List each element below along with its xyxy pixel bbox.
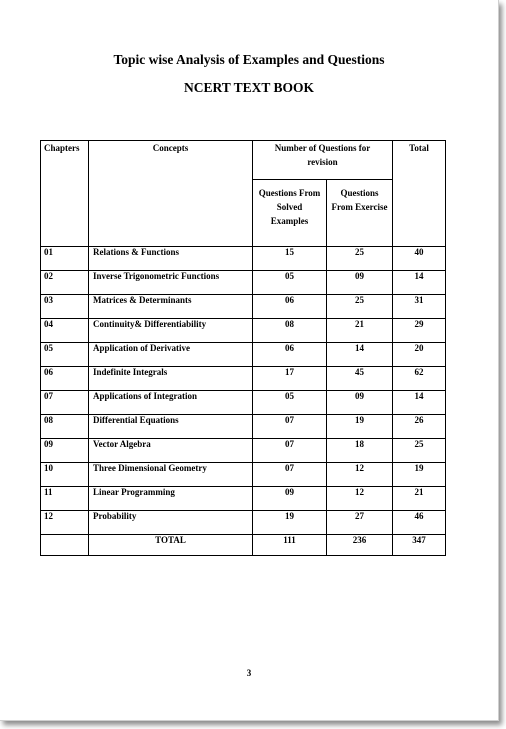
exercise-cell: 09 xyxy=(327,271,393,295)
table-row xyxy=(41,439,446,463)
exercise-cell: 25 xyxy=(327,295,393,319)
header-chapters: Chapters xyxy=(41,141,89,247)
concept-cell: Relations & Functions xyxy=(89,247,253,271)
table-row xyxy=(41,391,446,415)
concept-cell: Continuity& Differentiability xyxy=(89,319,253,343)
total-cell: 14 xyxy=(393,391,446,415)
total-cell: 14 xyxy=(393,271,446,295)
table-row xyxy=(41,415,446,439)
header-concepts: Concepts xyxy=(89,141,253,247)
table-row xyxy=(41,247,446,271)
exercise-cell: 25 xyxy=(327,247,393,271)
chapter-cell: 12 xyxy=(41,511,89,535)
exercise-cell: 12 xyxy=(327,487,393,511)
totals-exercise: 236 xyxy=(327,535,393,556)
exercise-cell: 45 xyxy=(327,367,393,391)
table-row xyxy=(41,271,446,295)
exercise-cell: 18 xyxy=(327,439,393,463)
table-row xyxy=(41,463,446,487)
concept-cell: Indefinite Integrals xyxy=(89,367,253,391)
solved-cell: 07 xyxy=(253,439,327,463)
total-cell: 62 xyxy=(393,367,446,391)
total-cell: 29 xyxy=(393,319,446,343)
total-cell: 25 xyxy=(393,439,446,463)
header-total: Total xyxy=(393,141,446,247)
solved-cell: 06 xyxy=(253,295,327,319)
total-cell: 26 xyxy=(393,415,446,439)
chapter-cell: 07 xyxy=(41,391,89,415)
total-cell: 40 xyxy=(393,247,446,271)
concept-cell: Application of Derivative xyxy=(89,343,253,367)
chapter-cell: 06 xyxy=(41,367,89,391)
solved-cell: 07 xyxy=(253,463,327,487)
totals-row xyxy=(41,535,446,556)
chapter-cell: 04 xyxy=(41,319,89,343)
solved-cell: 09 xyxy=(253,487,327,511)
concept-cell: Probability xyxy=(89,511,253,535)
chapter-cell: 01 xyxy=(41,247,89,271)
chapter-cell: 10 xyxy=(41,463,89,487)
concept-cell: Three Dimensional Geometry xyxy=(89,463,253,487)
header-exercise: Questions From Exercise xyxy=(327,180,393,247)
header-row xyxy=(41,141,446,180)
chapter-cell: 11 xyxy=(41,487,89,511)
concept-cell: Inverse Trigonometric Functions xyxy=(89,271,253,295)
total-cell: 19 xyxy=(393,463,446,487)
solved-cell: 06 xyxy=(253,343,327,367)
solved-cell: 17 xyxy=(253,367,327,391)
page-number: 3 xyxy=(246,668,252,678)
table-row xyxy=(41,487,446,511)
totals-empty-cell xyxy=(41,535,89,556)
concept-cell: Linear Programming xyxy=(89,487,253,511)
exercise-cell: 09 xyxy=(327,391,393,415)
solved-cell: 15 xyxy=(253,247,327,271)
total-cell: 31 xyxy=(393,295,446,319)
solved-cell: 19 xyxy=(253,511,327,535)
table-row xyxy=(41,511,446,535)
concept-cell: Differential Equations xyxy=(89,415,253,439)
table-row xyxy=(41,343,446,367)
solved-cell: 07 xyxy=(253,415,327,439)
totals-solved: 111 xyxy=(253,535,327,556)
chapter-cell: 08 xyxy=(41,415,89,439)
header-number-of-questions: Number of Questions for revision xyxy=(253,141,393,180)
solved-cell: 08 xyxy=(253,319,327,343)
table-row xyxy=(41,319,446,343)
page-title: Topic wise Analysis of Examples and Questions xyxy=(113,52,385,67)
chapter-cell: 02 xyxy=(41,271,89,295)
total-cell: 21 xyxy=(393,487,446,511)
exercise-cell: 12 xyxy=(327,463,393,487)
concept-cell: Applications of Integration xyxy=(89,391,253,415)
chapter-cell: 05 xyxy=(41,343,89,367)
concept-cell: Vector Algebra xyxy=(89,439,253,463)
concept-cell: Matrices & Determinants xyxy=(89,295,253,319)
total-cell: 46 xyxy=(393,511,446,535)
analysis-table xyxy=(40,140,446,556)
page-subtitle: NCERT TEXT BOOK xyxy=(183,80,315,95)
table-row xyxy=(41,367,446,391)
exercise-cell: 14 xyxy=(327,343,393,367)
totals-total: 347 xyxy=(393,535,446,556)
table-row xyxy=(41,295,446,319)
exercise-cell: 27 xyxy=(327,511,393,535)
chapter-cell: 03 xyxy=(41,295,89,319)
totals-label: TOTAL xyxy=(89,535,253,556)
solved-cell: 05 xyxy=(253,391,327,415)
header-solved-examples: Questions From Solved Examples xyxy=(253,180,327,247)
exercise-cell: 21 xyxy=(327,319,393,343)
chapter-cell: 09 xyxy=(41,439,89,463)
exercise-cell: 19 xyxy=(327,415,393,439)
solved-cell: 05 xyxy=(253,271,327,295)
total-cell: 20 xyxy=(393,343,446,367)
